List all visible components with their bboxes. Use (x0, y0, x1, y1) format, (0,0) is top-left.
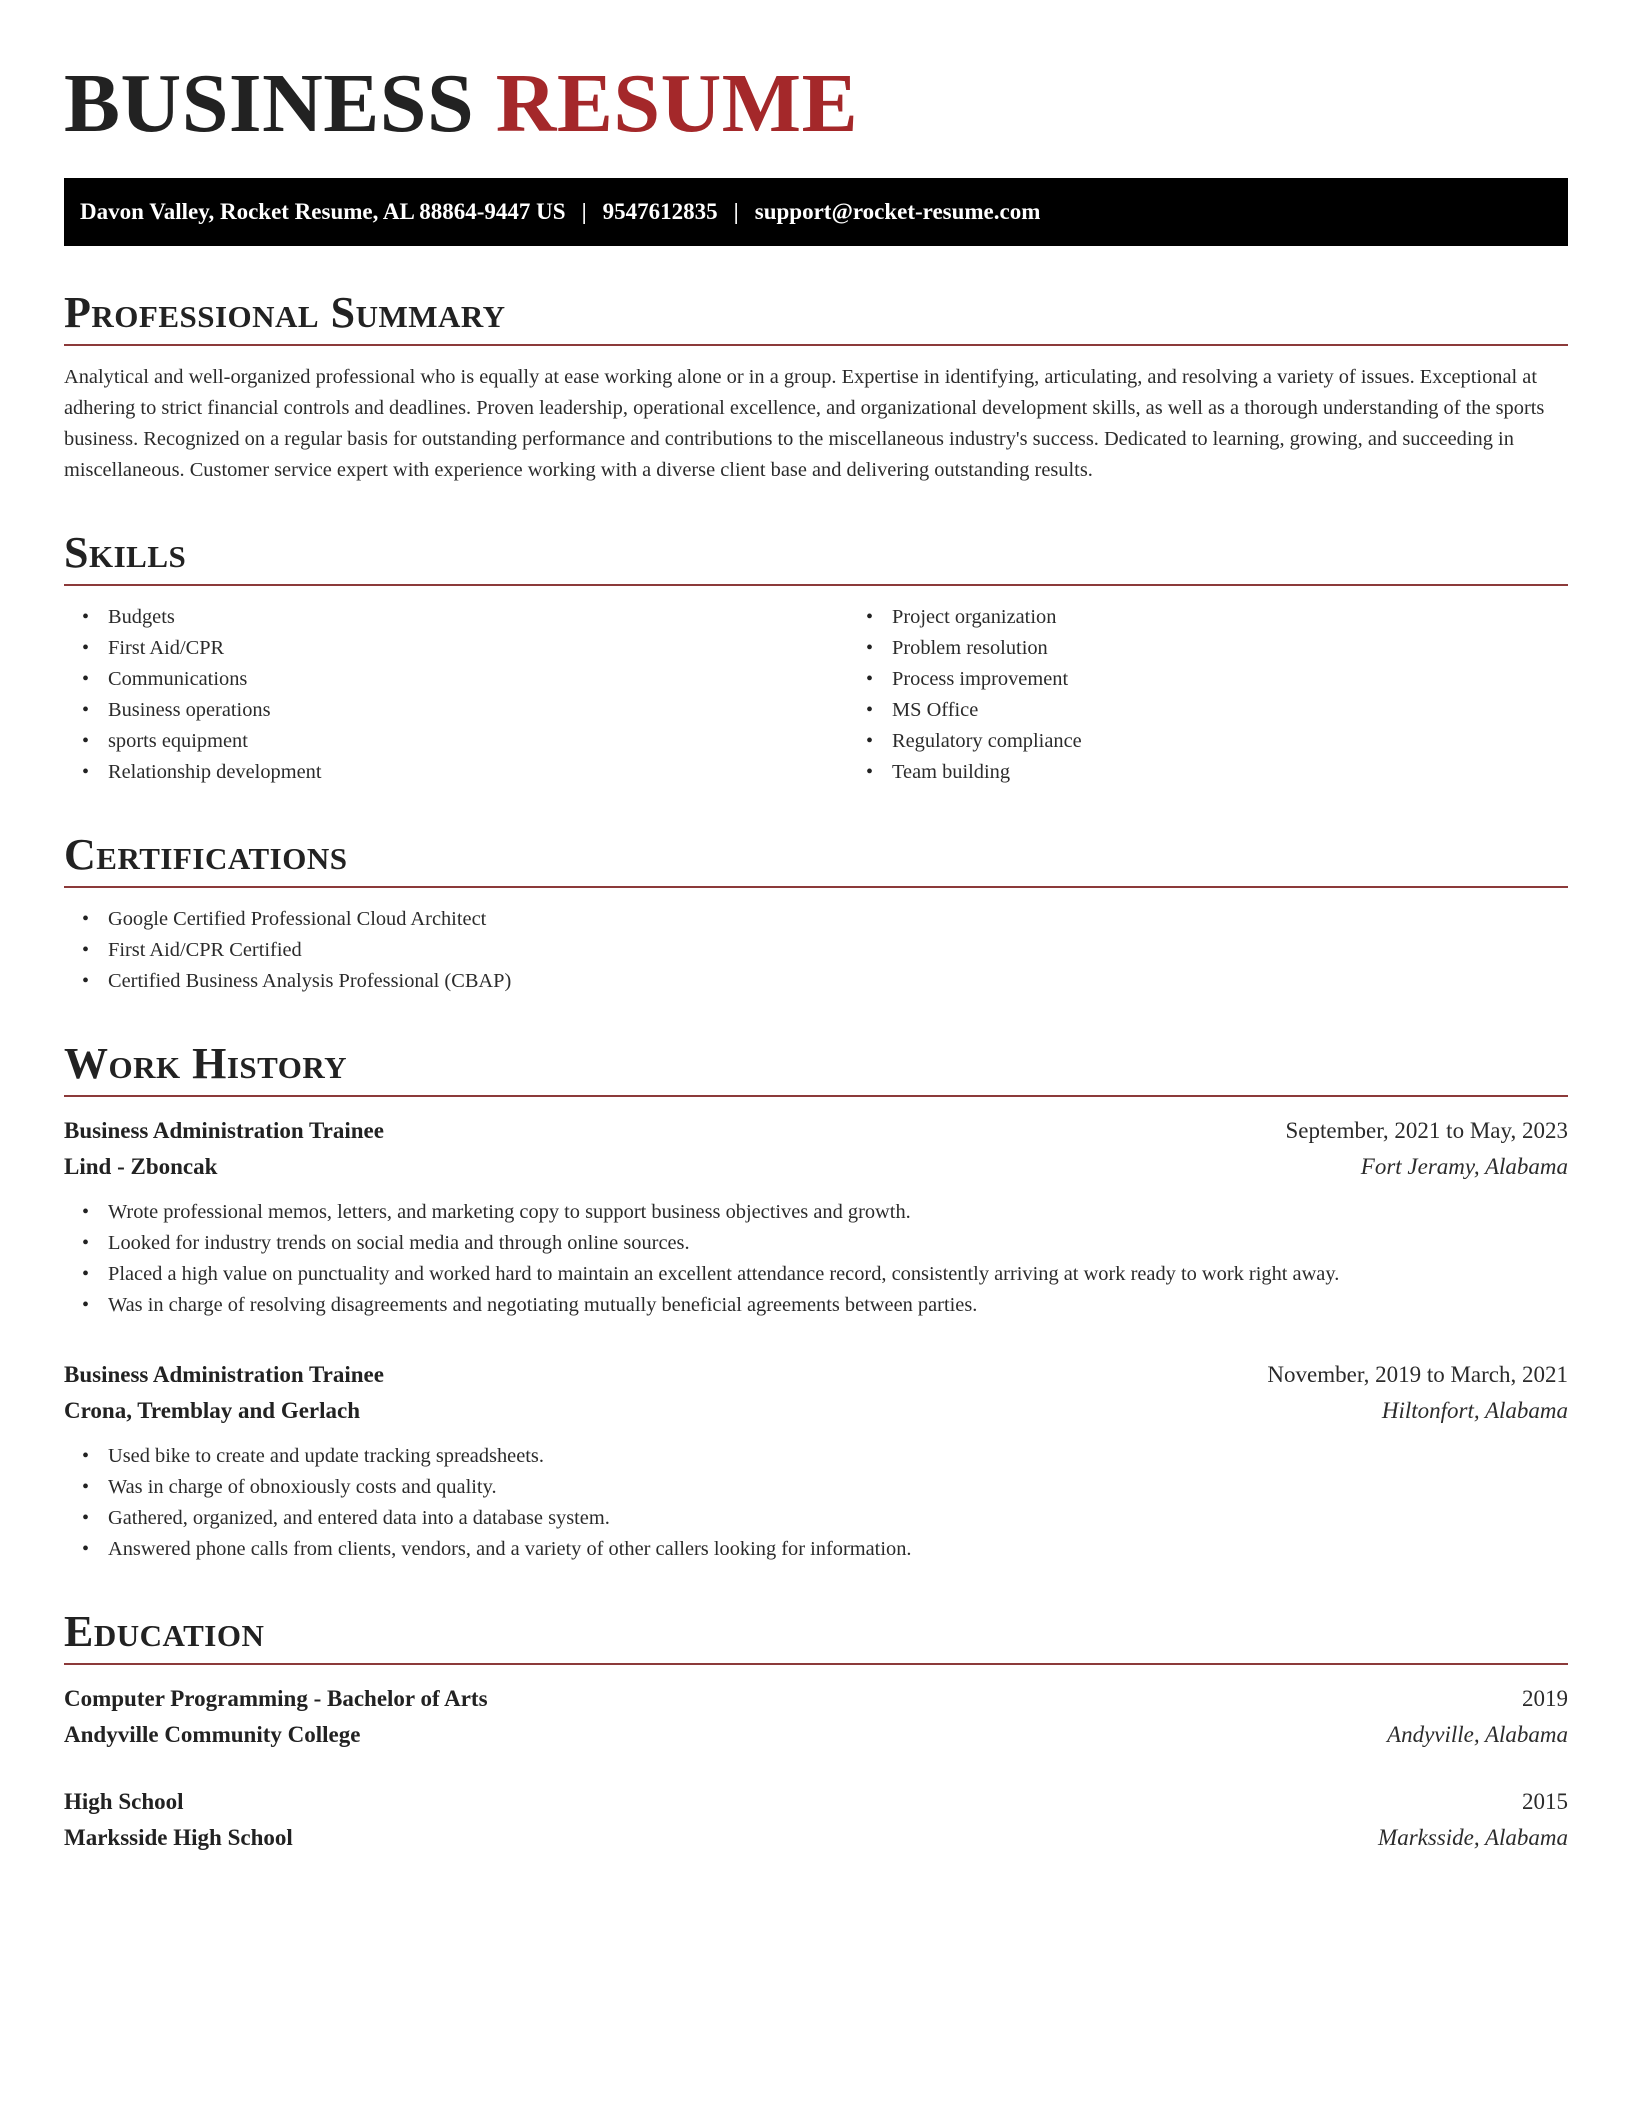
skill-item: • Process improvement (892, 664, 1568, 695)
section-heading-work-history: Work History (64, 1037, 1568, 1097)
education-section (64, 1605, 1568, 1856)
skill-item: • Relationship development (108, 757, 848, 788)
skills-list-left (64, 602, 848, 788)
job-company-row (64, 1393, 1568, 1429)
section-heading-certifications: Certifications (64, 828, 1568, 888)
education-school-row (64, 1717, 1568, 1753)
certification-item: • First Aid/CPR Certified (108, 935, 1568, 966)
education-location: Andyville, Alabama (1387, 1722, 1568, 1747)
skill-item: • Team building (892, 757, 1568, 788)
skill-item: • Budgets (108, 602, 848, 633)
contact-separator: | (733, 199, 739, 224)
education-entry (64, 1681, 1568, 1753)
job-company: Crona, Tremblay and Gerlach (64, 1398, 361, 1423)
skill-item: • Problem resolution (892, 633, 1568, 664)
skill-item: • Business operations (108, 695, 848, 726)
certifications-list (64, 904, 1568, 997)
summary-text: Analytical and well-organized professional who is equally at ease working alone or in a group. Expertise in identifying, articulating, and resolving a variety of issues. Exceptional at adhering to strict financial controls and deadlines. Proven leadership, operational excellence, and organizational development skills, as well as a thorough understanding of the sports business. Recognized on a regular basis for outstanding performance and contributions to the miscellaneous industry's success. Dedicated to learning, growing, and succeeding in miscellaneous. Customer service expert with experience working with a diverse client base and delivering outstanding results. (64, 366, 1545, 481)
skill-item: • First Aid/CPR (108, 633, 848, 664)
contact-email: support@rocket-resume.com (754, 199, 1041, 224)
skill-item: • Regulatory compliance (892, 726, 1568, 757)
job-duty-item: • Looked for industry trends on social media and through online sources. (108, 1228, 1568, 1259)
job-duty-item: • Used bike to create and update tracking spreadsheets. (108, 1441, 1568, 1472)
job-location: Fort Jeramy, Alabama (1360, 1154, 1568, 1179)
section-heading-skills: Skills (64, 526, 1568, 586)
job-duty-item: • Was in charge of obnoxiously costs and quality. (108, 1472, 1568, 1503)
contact-separator: | (581, 199, 587, 224)
job-header-row (64, 1113, 1568, 1149)
skill-item: • sports equipment (108, 726, 848, 757)
education-year: 2015 (1522, 1789, 1568, 1814)
job-entry (64, 1113, 1568, 1321)
summary-section (64, 286, 1568, 486)
job-duty-item: • Gathered, organized, and entered data into a database system. (108, 1503, 1568, 1534)
resume-title (64, 58, 1568, 150)
job-title: Business Administration Trainee (64, 1118, 384, 1143)
education-school-row (64, 1820, 1568, 1856)
job-dates: September, 2021 to May, 2023 (1285, 1118, 1568, 1143)
job-duties-list (64, 1441, 1568, 1565)
skills-section (64, 526, 1568, 788)
skills-list-right (848, 602, 1568, 788)
contact-phone: 9547612835 (602, 199, 718, 224)
certifications-section (64, 828, 1568, 997)
job-entry (64, 1357, 1568, 1565)
job-duty-item: • Was in charge of resolving disagreements and negotiating mutually beneficial agreements between parties. (108, 1290, 1568, 1321)
job-title: Business Administration Trainee (64, 1362, 384, 1387)
job-dates: November, 2019 to March, 2021 (1267, 1362, 1568, 1387)
education-school: Marksside High School (64, 1825, 293, 1850)
skills-grid (64, 586, 1568, 788)
education-year: 2019 (1522, 1686, 1568, 1711)
skill-item: • Communications (108, 664, 848, 695)
education-degree-row (64, 1681, 1568, 1717)
job-duty-item: • Placed a high value on punctuality and worked hard to maintain an excellent attendance record, consistently arriving at work ready to work right away. (108, 1259, 1568, 1290)
job-duties-list (64, 1197, 1568, 1321)
education-school: Andyville Community College (64, 1722, 361, 1747)
skill-item: • MS Office (892, 695, 1568, 726)
education-degree-row (64, 1784, 1568, 1820)
title-second-word: RESUME (495, 57, 859, 150)
section-heading-summary: Professional Summary (64, 286, 1568, 346)
contact-bar (64, 178, 1568, 246)
skill-item: • Project organization (892, 602, 1568, 633)
education-location: Marksside, Alabama (1378, 1825, 1568, 1850)
contact-address: Davon Valley, Rocket Resume, AL 88864-9447 US (80, 199, 566, 224)
job-duty-item: • Wrote professional memos, letters, and marketing copy to support business objectives and growth. (108, 1197, 1568, 1228)
section-heading-education: Education (64, 1605, 1568, 1665)
job-location: Hiltonfort, Alabama (1381, 1398, 1568, 1423)
education-degree: Computer Programming - Bachelor of Arts (64, 1686, 488, 1711)
certification-item: • Google Certified Professional Cloud Architect (108, 904, 1568, 935)
job-header-row (64, 1357, 1568, 1393)
education-degree: High School (64, 1789, 184, 1814)
title-first-word: BUSINESS (64, 57, 475, 150)
job-company-row (64, 1149, 1568, 1185)
job-company: Lind - Zboncak (64, 1154, 218, 1179)
certification-item: • Certified Business Analysis Professional (CBAP) (108, 966, 1568, 997)
work-history-section (64, 1037, 1568, 1565)
education-entry (64, 1784, 1568, 1856)
job-duty-item: • Answered phone calls from clients, vendors, and a variety of other callers looking for information. (108, 1534, 1568, 1565)
